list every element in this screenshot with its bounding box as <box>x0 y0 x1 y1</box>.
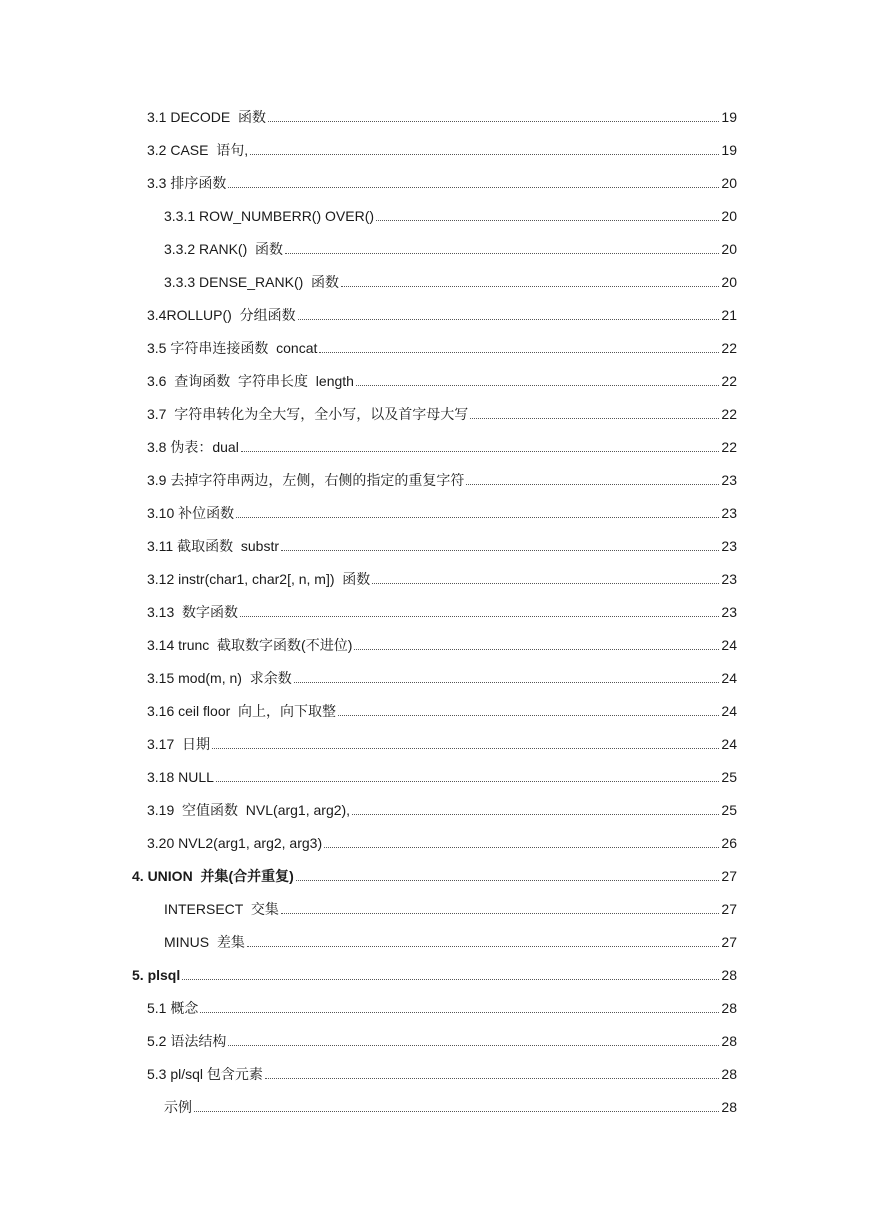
toc-dot-leader <box>200 1011 719 1013</box>
toc-dot-leader <box>236 516 719 518</box>
toc-entry-title: 3.17 日期 <box>147 735 211 752</box>
toc-entry[interactable] <box>0 727 869 760</box>
toc-entry-title: INTERSECT 交集 <box>164 900 279 917</box>
toc-entry-page-number: 28 <box>721 966 737 983</box>
toc-entry-title: 3.8 伪表：dual <box>147 438 239 455</box>
toc-entry-title: 3.16 ceil floor 向上，向下取整 <box>147 702 337 719</box>
toc-entry[interactable] <box>0 529 869 562</box>
toc-dot-leader <box>281 912 720 914</box>
toc-entry-title: 3.4ROLLUP() 分组函数 <box>147 306 296 323</box>
toc-entry[interactable] <box>0 562 869 595</box>
toc-entry[interactable] <box>0 1090 869 1123</box>
toc-entry-page-number: 24 <box>721 636 737 653</box>
toc-entry-title: 3.3.1 ROW_NUMBERR() OVER() <box>164 207 375 224</box>
toc-entry-title: 3.12 instr(char1, char2[, n, m]) 函数 <box>147 570 371 587</box>
toc-entry-title: 3.18 NULL <box>147 768 214 785</box>
toc-entry-page-number: 28 <box>721 1032 737 1049</box>
toc-entry[interactable] <box>0 1024 869 1057</box>
toc-entry-title: 3.11 截取函数 substr <box>147 537 280 554</box>
toc-dot-leader <box>228 186 719 188</box>
toc-entry-page-number: 27 <box>721 933 737 950</box>
toc-entry-page-number: 20 <box>721 174 737 191</box>
toc-entry[interactable] <box>0 628 869 661</box>
toc-entry-title: 3.5 字符串连接函数 concat <box>147 339 318 356</box>
toc-dot-leader <box>241 450 720 452</box>
toc-entry-page-number: 23 <box>721 570 737 587</box>
toc-dot-leader <box>298 318 720 320</box>
toc-entry-page-number: 23 <box>721 603 737 620</box>
toc-entry[interactable] <box>0 595 869 628</box>
toc-entry-page-number: 27 <box>721 867 737 884</box>
toc-dot-leader <box>356 384 719 386</box>
toc-dot-leader <box>182 978 719 980</box>
toc-entry[interactable] <box>0 430 869 463</box>
toc-entry-title: 3.7 字符串转化为全大写，全小写，以及首字母大写 <box>147 405 469 422</box>
toc-entry-title: 3.14 trunc 截取数字函数(不进位) <box>147 636 353 653</box>
toc-entry-title: 3.15 mod(m, n) 求余数 <box>147 669 292 686</box>
toc-dot-leader <box>281 549 719 551</box>
toc-entry-page-number: 20 <box>721 240 737 257</box>
toc-entry-title: 4. UNION 并集(合并重复) <box>132 867 294 884</box>
toc-entry-title: 3.6 查询函数 字符串长度 length <box>147 372 354 389</box>
toc-entry-page-number: 24 <box>721 702 737 719</box>
toc-entry-page-number: 23 <box>721 504 737 521</box>
toc-dot-leader <box>296 879 720 881</box>
toc-entry[interactable] <box>0 925 869 958</box>
toc-entry-title: MINUS 差集 <box>164 933 245 950</box>
toc-entry[interactable] <box>0 232 869 265</box>
toc-entry[interactable] <box>0 661 869 694</box>
toc-entry[interactable] <box>0 826 869 859</box>
toc-dot-leader <box>240 615 719 617</box>
toc-entry-page-number: 23 <box>721 537 737 554</box>
toc-entry-title: 3.19 空值函数 NVL(arg1, arg2), <box>147 801 351 818</box>
toc-entry-page-number: 22 <box>721 438 737 455</box>
toc-entry-title: 5.1 概念 <box>147 999 199 1016</box>
toc-entry[interactable] <box>0 166 869 199</box>
toc-dot-leader <box>247 945 720 947</box>
toc-entry-title: 3.9 去掉字符串两边，左侧，右侧的指定的重复字符 <box>147 471 465 488</box>
toc-entry-page-number: 22 <box>721 339 737 356</box>
toc-entry-title: 示例 <box>164 1098 192 1115</box>
toc-entry-title: 3.3.3 DENSE_RANK() 函数 <box>164 273 340 290</box>
toc-entry-title: 5. plsql <box>132 966 181 983</box>
toc-entry[interactable] <box>0 265 869 298</box>
toc-entry-page-number: 27 <box>721 900 737 917</box>
toc-entry-title: 5.3 pl/sql 包含元素 <box>147 1065 263 1082</box>
toc-entry[interactable] <box>0 463 869 496</box>
toc-entry[interactable] <box>0 991 869 1024</box>
toc-entry[interactable] <box>0 859 869 892</box>
toc-entry-title: 3.10 补位函数 <box>147 504 235 521</box>
toc-entry-page-number: 24 <box>721 669 737 686</box>
toc-entry-title: 3.2 CASE 语句, <box>147 141 249 158</box>
toc-entry-title: 3.3.2 RANK() 函数 <box>164 240 284 257</box>
toc-entry[interactable] <box>0 760 869 793</box>
toc-dot-leader <box>194 1110 719 1112</box>
toc-dot-leader <box>341 285 719 287</box>
toc-dot-leader <box>250 153 719 155</box>
toc-dot-leader <box>376 219 719 221</box>
toc-dot-leader <box>212 747 719 749</box>
toc-entry-page-number: 26 <box>721 834 737 851</box>
toc-entry[interactable] <box>0 397 869 430</box>
toc-dot-leader <box>470 417 719 419</box>
toc-entry[interactable] <box>0 133 869 166</box>
toc-dot-leader <box>319 351 719 353</box>
toc-entry[interactable] <box>0 1057 869 1090</box>
toc-dot-leader <box>285 252 719 254</box>
toc-entry-page-number: 21 <box>721 306 737 323</box>
toc-entry[interactable] <box>0 364 869 397</box>
toc-dot-leader <box>352 813 719 815</box>
toc-dot-leader <box>354 648 719 650</box>
toc-entry-page-number: 24 <box>721 735 737 752</box>
toc-entry-page-number: 28 <box>721 999 737 1016</box>
toc-entry-title: 3.13 数字函数 <box>147 603 239 620</box>
toc-entry-title: 3.20 NVL2(arg1, arg2, arg3) <box>147 834 323 851</box>
toc-dot-leader <box>324 846 719 848</box>
toc-dot-leader <box>338 714 719 716</box>
toc-entry-page-number: 22 <box>721 372 737 389</box>
toc-entry-page-number: 20 <box>721 207 737 224</box>
toc-dot-leader <box>294 681 720 683</box>
toc-dot-leader <box>216 780 719 782</box>
toc-entry-page-number: 25 <box>721 768 737 785</box>
toc-dot-leader <box>228 1044 719 1046</box>
toc-dot-leader <box>372 582 719 584</box>
toc-dot-leader <box>265 1077 719 1079</box>
toc-dot-leader <box>466 483 719 485</box>
toc-entry-page-number: 19 <box>721 108 737 125</box>
toc-entry-title: 3.3 排序函数 <box>147 174 227 191</box>
toc-entry-title: 3.1 DECODE 函数 <box>147 108 267 125</box>
toc-entry-page-number: 23 <box>721 471 737 488</box>
toc-entry[interactable] <box>0 331 869 364</box>
toc-entry-page-number: 28 <box>721 1065 737 1082</box>
toc-entry-page-number: 20 <box>721 273 737 290</box>
toc-entry[interactable] <box>0 793 869 826</box>
toc-entry[interactable] <box>0 694 869 727</box>
table-of-contents <box>0 100 869 1123</box>
toc-entry-page-number: 22 <box>721 405 737 422</box>
toc-dot-leader <box>268 120 719 122</box>
toc-entry-title: 5.2 语法结构 <box>147 1032 227 1049</box>
toc-entry[interactable] <box>0 199 869 232</box>
toc-entry-page-number: 28 <box>721 1098 737 1115</box>
toc-entry[interactable] <box>0 958 869 991</box>
toc-entry[interactable] <box>0 100 869 133</box>
toc-entry[interactable] <box>0 298 869 331</box>
toc-entry-page-number: 19 <box>721 141 737 158</box>
toc-entry-page-number: 25 <box>721 801 737 818</box>
toc-entry[interactable] <box>0 496 869 529</box>
toc-entry[interactable] <box>0 892 869 925</box>
